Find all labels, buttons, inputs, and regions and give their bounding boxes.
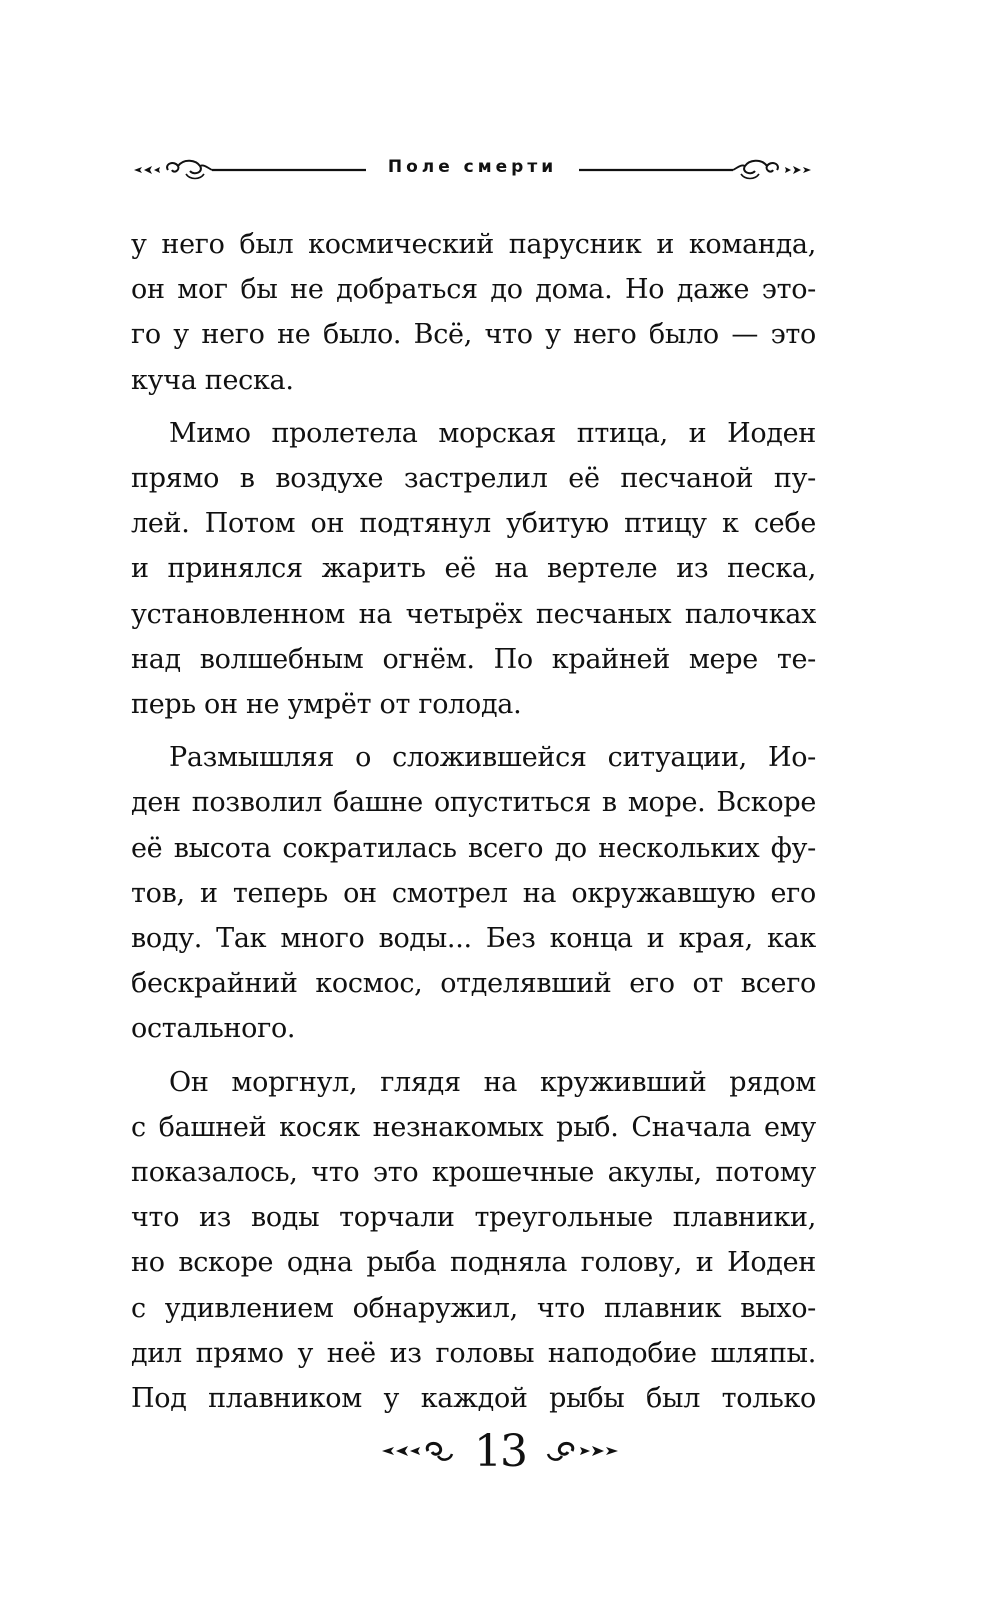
text-line: он мог бы не добраться до дома. Но даже это- [131,274,816,306]
text-line: показалось, что это крошечные акулы, потому [131,1157,816,1189]
text-line: Под плавником у каждой рыбы был только [131,1383,816,1415]
running-header-title: Поле смерти [387,157,558,177]
paragraph [131,1060,816,1422]
text-line: над волшебным огнём. По крайней мере те- [131,643,816,675]
text-line: что из воды торчали треугольные плавники, [131,1202,816,1234]
ornamental-rule-right [575,150,815,190]
text-line: прямо в воздухе застрелил её песчаной пу- [131,463,816,495]
text-line: го у него не было. Всё, что у него было — это [131,319,816,351]
paragraph [131,735,816,1051]
text-line: с башней косяк незнакомых рыб. Сначала ему [131,1111,816,1143]
text-line: перь он не умрёт от голода. [131,689,522,721]
running-header [130,150,815,190]
text-line: ден позволил башне опуститься в море. Вскоре [131,787,816,819]
text-line: бескрайний космос, отделявший его от всего [131,968,816,1000]
text-line: у него был космический парусник и команда, [131,229,816,260]
text-line: воду. Так много воды... Без конца и края, как [131,923,816,955]
page-footer [0,1422,1000,1482]
text-line: её высота сократилась всего до нескольких фу- [131,832,816,864]
text-line: но вскоре одна рыба подняла голову, и Иоден [131,1247,816,1279]
text-line: и принялся жарить её на вертеле из песка, [131,553,816,585]
folio-ornament-right [540,1436,620,1466]
text-line: тов, и теперь он смотрел на окружавшую его [131,877,816,909]
text-line: Мимо пролетела морская птица, и Иоден [169,417,816,449]
body-text [131,222,816,1429]
paragraph [131,411,816,727]
text-line: остального. [131,1013,296,1045]
text-line: куча песка. [131,364,294,396]
text-line: лей. Потом он подтянул убитую птицу к себе [131,508,816,540]
text-line: дил прямо у неё из головы наподобие шляпы. [131,1337,816,1369]
text-line: Он моргнул, глядя на круживший рядом [169,1066,816,1098]
text-line: установленном на четырёх песчаных палочках [131,598,816,630]
text-line: Размышляя о сложившейся ситуации, Ио- [169,742,816,774]
text-line: с удивлением обнаружил, что плавник выхо- [131,1292,816,1324]
paragraph [131,222,816,403]
page-number: 13 [474,1426,526,1477]
